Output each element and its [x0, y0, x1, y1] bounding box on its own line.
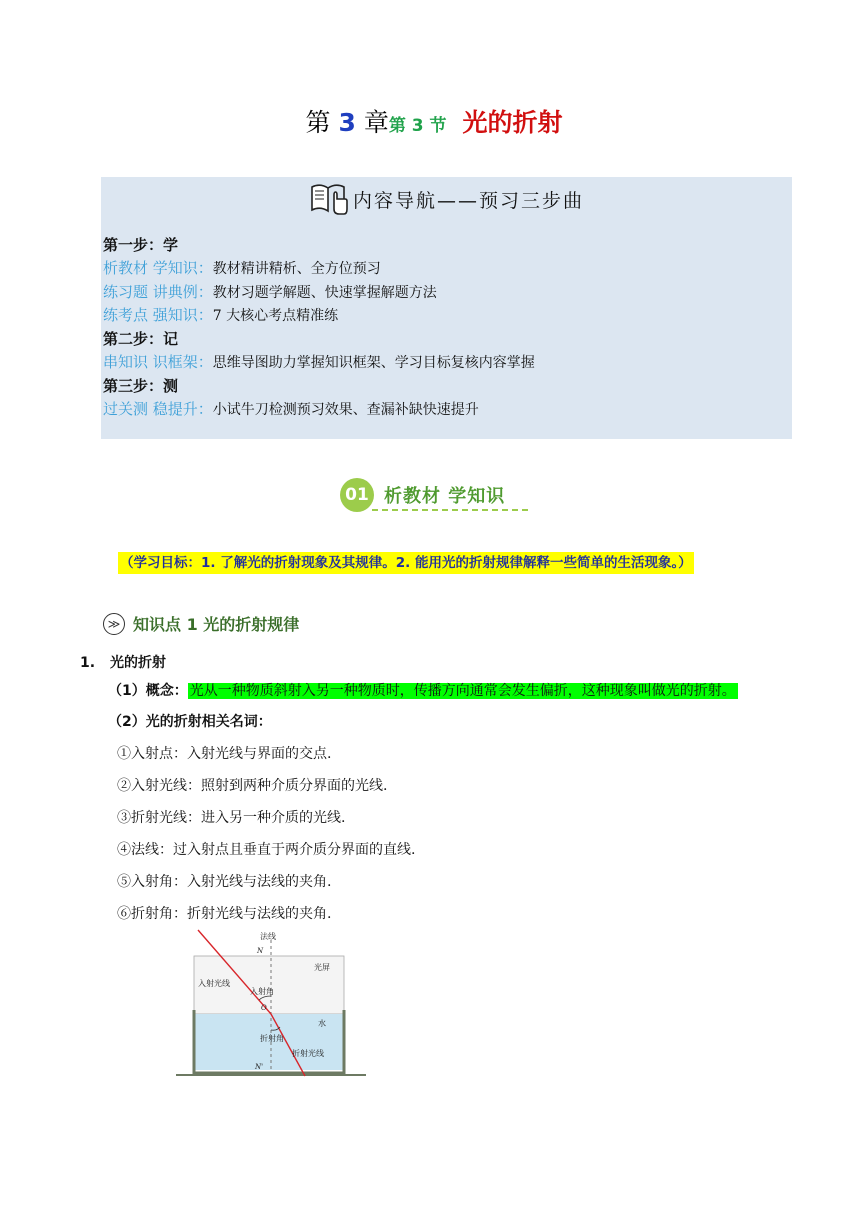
lesson-name: 光的折射	[462, 108, 563, 137]
badge-text: 析教材 学知识	[384, 486, 506, 507]
label-n-bottom: N'	[255, 1063, 264, 1071]
badge-underline	[372, 509, 528, 511]
step-2: 第二步：记	[103, 330, 179, 349]
book-hand-icon	[309, 181, 349, 217]
learning-goal: （学习目标：1. 了解光的折射现象及其规律。2. 能用光的折射规律解释一些简单的生活现象。）	[118, 552, 694, 574]
section-heading	[80, 652, 166, 672]
label-incident-ray: 入射光线	[198, 979, 230, 988]
list-item: ⑥折射角：折射光线与法线的夹角.	[117, 906, 332, 922]
section-number: 1.	[80, 655, 96, 671]
list-item: ⑤入射角：入射光线与法线的夹角.	[117, 874, 332, 890]
label-screen: 光屏	[314, 963, 330, 972]
page-title	[0, 106, 868, 143]
refraction-diagram	[174, 928, 368, 1078]
list-item: ①入射点：入射光线与界面的交点.	[117, 746, 332, 762]
chapter-prefix: 第	[305, 108, 331, 137]
concept-label: （1）概念：	[108, 683, 188, 699]
nav-item: 串知识 识框架：思维导图助力掌握知识框架、学习目标复核内容掌握	[103, 352, 535, 371]
list-item: ④法线：过入射点且垂直于两介质分界面的直线.	[117, 842, 416, 858]
knowledge-point-title: 知识点 1 光的折射规律	[133, 615, 300, 634]
concept-text: 光从一种物质斜射入另一种物质时，传播方向通常会发生偏折，这种现象叫做光的折射。	[189, 683, 736, 699]
label-point-o: O	[261, 1004, 267, 1012]
list-item: ②入射光线：照射到两种介质分界面的光线.	[117, 778, 388, 794]
step-3: 第三步：测	[103, 376, 179, 395]
label-normal: 法线	[260, 932, 276, 941]
nav-item: 析教材 学知识：教材精讲精析、全方位预习	[103, 258, 381, 277]
section-title: 光的折射	[110, 655, 166, 671]
section-label: 第 3 节	[388, 116, 447, 136]
label-n-top: N	[257, 947, 264, 955]
chapter-number: 3	[338, 108, 356, 137]
nav-steps	[103, 234, 535, 421]
nav-item: 练习题 讲典例：教材习题学解题、快速掌握解题方法	[103, 282, 437, 301]
list-item: ③折射光线：进入另一种介质的光线.	[117, 810, 346, 826]
badge-number: 01	[340, 478, 374, 512]
label-refraction-angle: 折射角	[260, 1034, 284, 1043]
nav-item: 练考点 强知识：7 大核心考点精准练	[103, 306, 339, 325]
terms-list	[117, 738, 415, 930]
step-1: 第一步：学	[103, 236, 179, 254]
nav-heading-text: 内容导航——预习三步曲	[352, 189, 584, 212]
knowledge-point-header	[103, 612, 299, 635]
chapter-suffix: 章	[363, 108, 389, 137]
nav-heading	[101, 177, 792, 221]
concept-line	[108, 680, 738, 702]
chevron-circle-icon: ≫	[103, 613, 125, 635]
label-water: 水	[318, 1019, 326, 1028]
label-refracted-ray: 折射光线	[292, 1049, 324, 1058]
content-nav-box	[101, 177, 792, 439]
terms-title: （2）光的折射相关名词：	[108, 714, 272, 730]
nav-item: 过关测 稳提升：小试牛刀检测预习效果、查漏补缺快速提升	[103, 399, 479, 418]
label-incident-angle: 入射角	[250, 987, 274, 996]
